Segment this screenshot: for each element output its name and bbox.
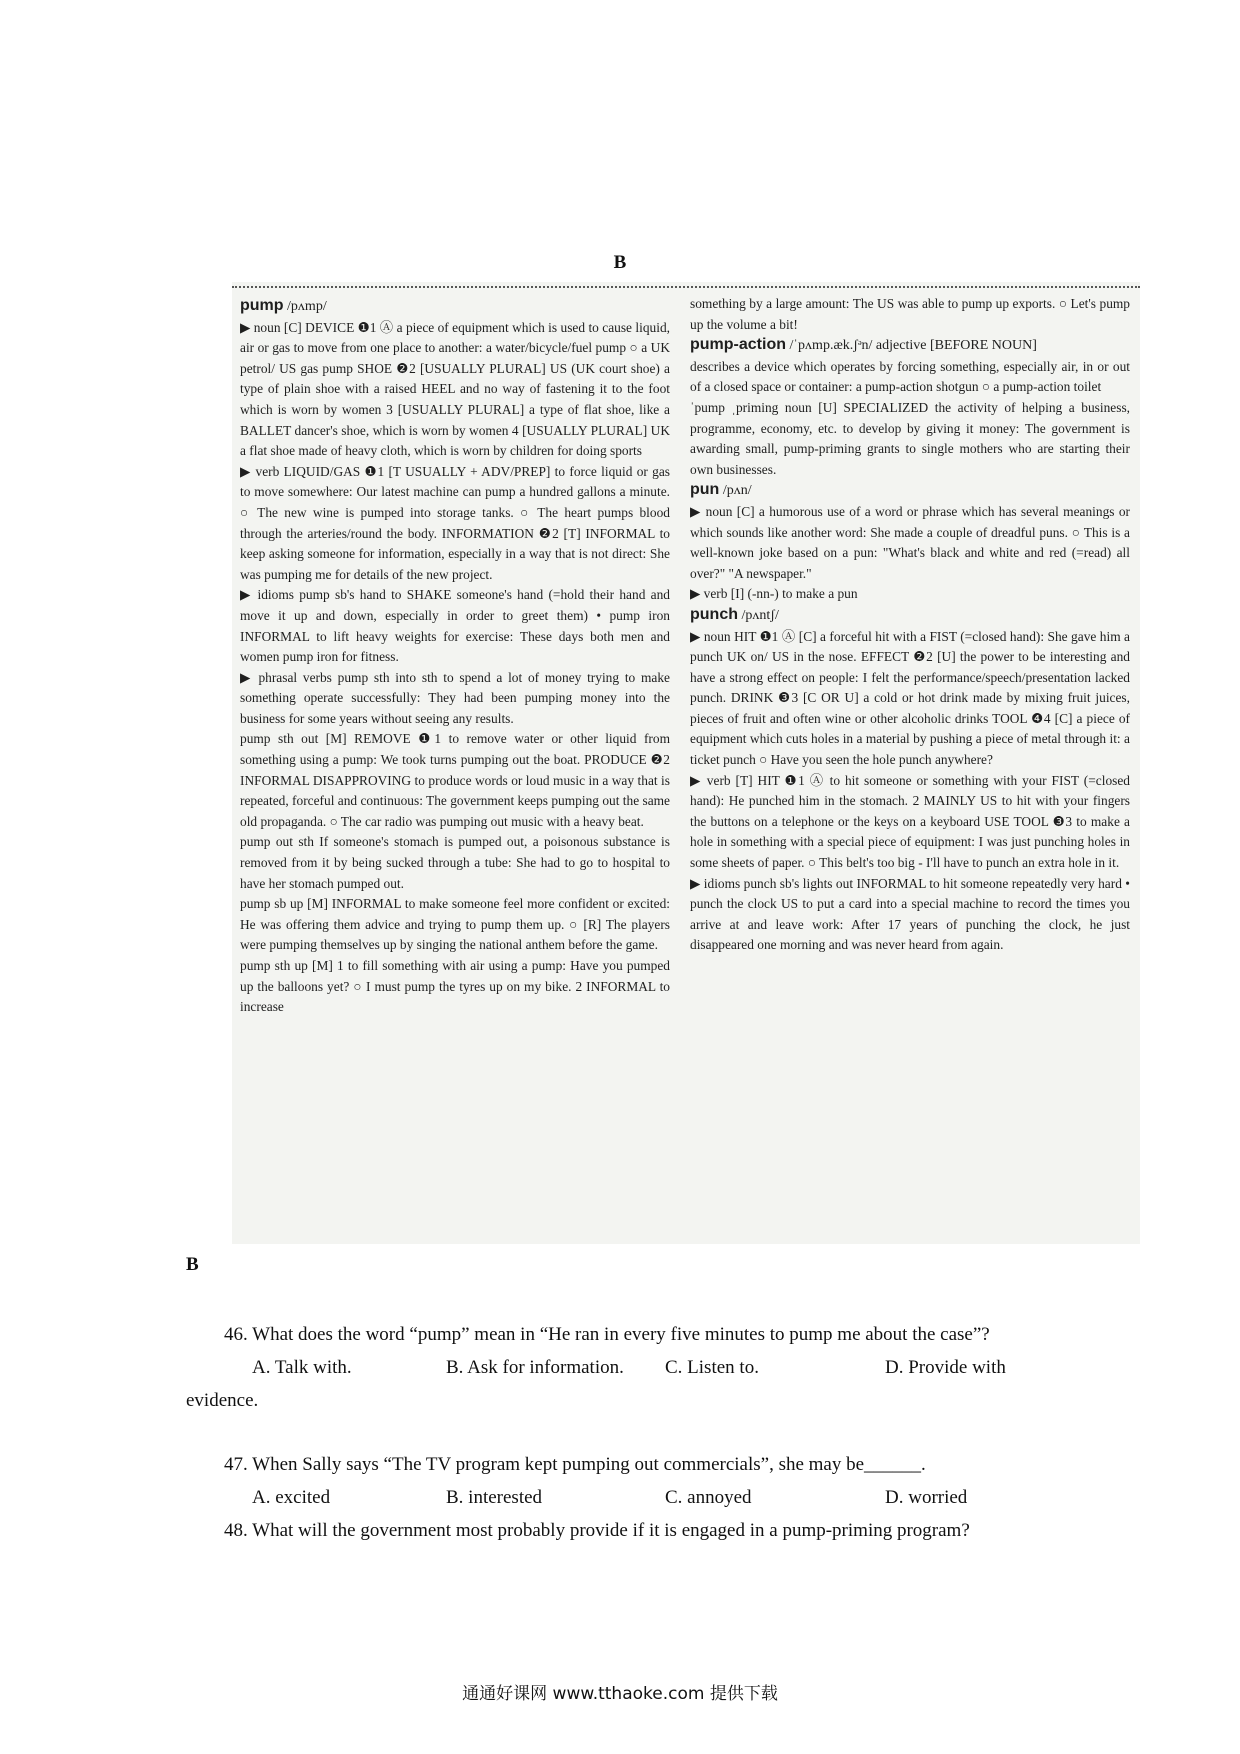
entry-headword <box>690 605 1130 627</box>
entry-definition: ▶ noun [C] DEVICE ❶1 Ⓐ a piece of equipment which is used to cause liquid, air or gas to move from one place to another: a water/bicycle/fuel pump ○ a UK petrol/ US gas pump SHOE ❷2 [USUALLY PLURAL] US (UK court shoe) a type of plain shoe with a raised HEEL and no way of fastening it to the foot which is worn by women 3 [USUALLY PLURAL] a type of flat shoe, like a BALLET dancer's shoe, which is worn by women 4 [USUALLY PLURAL] UK a flat shoe made of heavy cloth, which is worn by children for doing sports <box>240 319 670 459</box>
entry-definition: ▶ phrasal verbs pump sth into sth to spend a lot of money trying to make something operate successfully: They had been pumping money into the business for some years without seeing any results. <box>240 669 670 726</box>
option-a: A. excited <box>252 1487 331 1508</box>
entry-definition: pump out sth If someone's stomach is pumped out, a poisonous substance is removed from it by being sucked through a tube: She had to go to hospital to have her stomach pumped out. <box>240 834 670 891</box>
section-label-bottom: B <box>186 1254 199 1275</box>
question-stem: 48. What will the government most probably provide if it is engaged in a pump-priming program? <box>224 1520 970 1541</box>
option-b: B. interested <box>446 1487 543 1508</box>
pronunciation: /pʌmp/ <box>283 299 327 314</box>
question-48 <box>186 1514 1056 1547</box>
option-b: B. Ask for information. <box>446 1357 624 1378</box>
entry-definition: ▶ noun HIT ❶1 Ⓐ [C] a forceful hit with a FIST (=closed hand): She gave him a punch UK on/ US in the nose. EFFECT ❷2 [U] the power to be interesting and have a strong effect on people: I felt the performance/speech/presentation lacked punch. DRINK ❸3 [C OR U] a cold or hot drink made by mixing fruit juices, pieces of fruit and often wine or other alcoholic drinks TOOL ❹4 [C] a piece of equipment which cuts holes in a material by pushing a piece of metal through it: a ticket punch ○ Have you seen the hole punch anywhere? <box>690 628 1130 768</box>
option-d-wrap: evidence. <box>186 1390 259 1411</box>
pronunciation: /pʌn/ <box>719 483 752 499</box>
entry-definition: ▶ idioms pump sb's hand to SHAKE someone's hand (=hold their hand and move it up and down, especially in order to greet them) • pump iron INFORMAL to lift heavy weights for exercise: These days both men and women pump iron for fitness. <box>240 587 670 665</box>
option-d: D. Provide with <box>885 1357 1006 1378</box>
headword: pun <box>690 481 720 499</box>
headword: pump <box>240 297 284 314</box>
pronunciation: /ˈpʌmp.æk.ʃᵊn/ adjective [BEFORE NOUN] <box>786 338 1037 354</box>
entry-headword <box>690 335 1130 357</box>
entry-definition: ˈpump ˌpriming noun [U] SPECIALIZED the activity of helping a business, programme, economy, etc. to develop by giving it money: The government is awarding small, pump-priming grants to single mothers who are starting their own businesses. <box>690 399 1130 477</box>
entry-definition: ▶ verb [T] HIT ❶1 Ⓐ to hit someone or something with your FIST (=closed hand): He punched him in the stomach. 2 MAINLY US to hit with your fingers the buttons on a telephone or the keys on a keyboard USE TOOL ❸3 to make a hole in something with a special piece of equipment: I was just punching holes in some sheets of paper. ○ This belt's too big - I'll have to punch an extra hole in it. <box>690 772 1130 871</box>
question-stem: 47. When Sally says “The TV program kept pumping out commercials”, she may be______. <box>224 1454 926 1475</box>
option-a: A. Talk with. <box>252 1357 352 1378</box>
entry-definition: describes a device which operates by forcing something, especially air, in or out of a closed space or container: a pump-action shotgun ○ a pump-action toilet <box>690 358 1130 395</box>
headword: punch <box>690 605 738 623</box>
dictionary-column-right <box>690 294 1130 956</box>
option-c: C. annoyed <box>665 1487 752 1508</box>
dictionary-column-left <box>240 296 670 1018</box>
entry-definition: something by a large amount: The US was able to pump up exports. ○ Let's pump up the volume a bit! <box>690 296 1130 332</box>
entry-definition: ▶ noun [C] a humorous use of a word or phrase which has several meanings or which sounds like another word: She made a couple of dreadful puns. ○ This is a well-known joke based on a pun: "What's black and white and red (=read) all over?" "A newspaper." <box>690 503 1130 581</box>
entry-definition: ▶ verb LIQUID/GAS ❶1 [T USUALLY + ADV/PREP] to force liquid or gas to move somewhere: Our latest machine can pump a hundred gallons a minute. ○ The new wine is pumped into storage tanks. ○ The heart pumps blood through the arteries/round the body. INFORMATION ❷2 [T] INFORMAL to keep asking someone for information, especially in a way that is not direct: She was pumping me for details of the new project. <box>240 463 670 582</box>
option-c: C. Listen to. <box>665 1357 759 1378</box>
entry-headword <box>240 296 670 318</box>
question-47 <box>186 1448 1056 1514</box>
entry-definition: pump sth out [M] REMOVE ❶1 to remove water or other liquid from something using a pump: We took turns pumping out the boat. PRODUCE ❷2 INFORMAL DISAPPROVING to produce words or loud music in a way that is repeated, forceful and continuous: The government keeps pumping out the same old propaganda. ○ The car radio was pumping out music with a heavy beat. <box>240 731 670 829</box>
entry-definition: ▶ verb [I] (-nn-) to make a pun <box>690 586 858 602</box>
dotted-divider <box>232 286 1140 288</box>
question-46 <box>186 1318 1056 1417</box>
option-d: D. worried <box>885 1487 968 1508</box>
headword: pump-action <box>690 336 786 354</box>
entry-definition: ▶ idioms punch sb's lights out INFORMAL to hit someone repeatedly very hard • punch the clock US to put a card into a special machine to record the times you arrive at and leave work: After 17 years of punching the clock, he just disappeared one morning and was never heard from again. <box>690 875 1130 953</box>
question-stem: 46. What does the word “pump” mean in “He ran in every five minutes to pump me about the case”? <box>224 1324 990 1345</box>
entry-headword <box>690 480 1130 502</box>
page-footer: 通通好课网 www.tthaoke.com 提供下载 <box>462 1684 778 1704</box>
pronunciation: /pʌntʃ/ <box>738 607 779 623</box>
section-label-top: B <box>613 252 627 273</box>
question-options <box>186 1351 1056 1384</box>
entry-definition: pump sth up [M] 1 to fill something with air using a pump: Have you pumped up the balloons yet? ○ I must pump the tyres up on my bike. 2 INFORMAL to increase <box>240 958 670 1015</box>
dictionary-scan <box>232 282 1140 1244</box>
entry-definition: pump sb up [M] INFORMAL to make someone feel more confident or excited: He was offering them advice and trying to pump them up. ○ [R] The players were pumping themselves up by singing the national anthem before the game. <box>240 896 670 953</box>
question-options <box>186 1481 1056 1514</box>
